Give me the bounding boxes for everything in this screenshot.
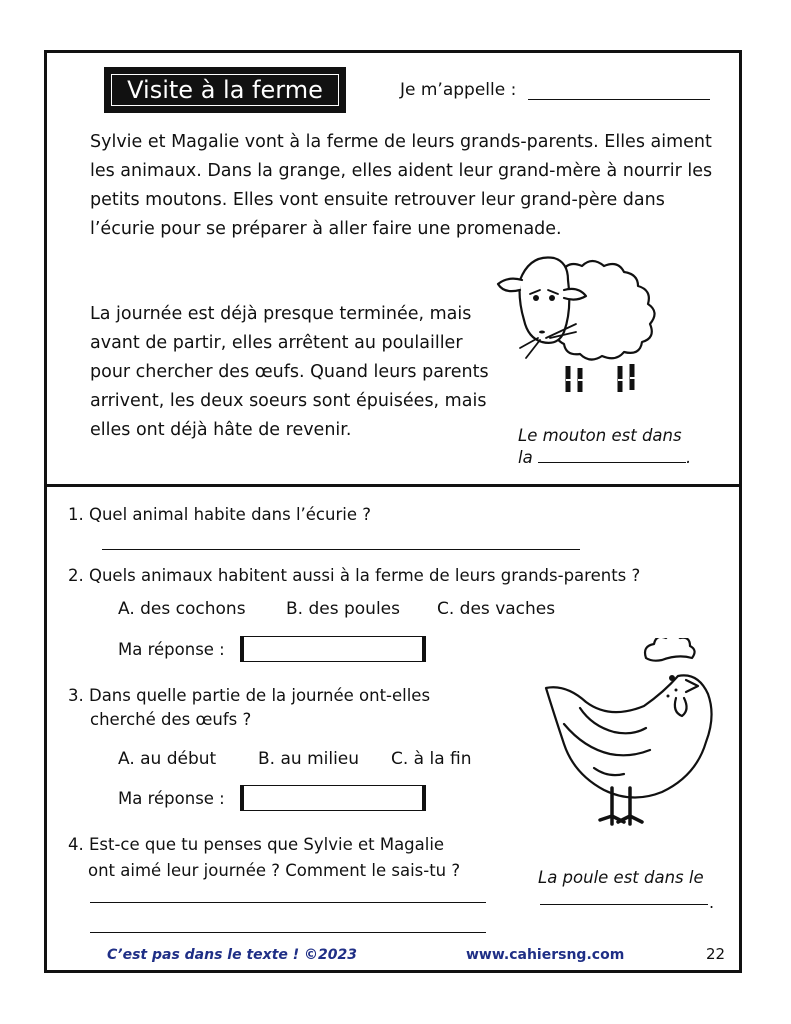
question-1: 1. Quel animal habite dans l’écurie ?	[68, 505, 371, 524]
sheep-caption-line1: Le mouton est dans	[518, 426, 682, 445]
sheep-caption-period: .	[685, 448, 692, 467]
q2-answer-label: Ma réponse :	[118, 640, 225, 659]
section-divider	[44, 484, 742, 487]
answer-line-q4-1[interactable]	[90, 902, 486, 903]
page-title: Visite à la ferme	[111, 74, 339, 106]
name-field[interactable]	[528, 99, 710, 100]
q2-option-a[interactable]: A. des cochons	[118, 599, 246, 619]
hen-illustration	[534, 638, 724, 838]
hen-caption: La poule est dans le	[538, 868, 704, 887]
question-3-line2: cherché des œufs ?	[90, 710, 252, 729]
q2-option-b[interactable]: B. des poules	[286, 599, 400, 619]
question-3-line1: 3. Dans quelle partie de la journée ont-elles	[68, 686, 431, 705]
hen-answer-blank[interactable]	[540, 904, 708, 905]
story-paragraph-2: La journée est déjà presque terminée, mais avant de partir, elles arrêtent au poulailler pour chercher des œufs. Quand leurs parents arrivent, les deux soeurs sont épuisées, mais elles ont déjà hâte de revenir.	[90, 304, 489, 440]
q3-answer-box[interactable]	[240, 785, 426, 811]
hen-caption-period: .	[709, 893, 715, 912]
q3-option-a[interactable]: A. au début	[118, 749, 217, 769]
answer-line-q1[interactable]	[102, 549, 580, 550]
name-label: Je m’appelle :	[400, 80, 517, 100]
sheep-caption	[518, 425, 691, 469]
q3-option-c[interactable]: C. à la fin	[391, 749, 472, 769]
title-banner	[104, 67, 346, 113]
sheep-answer-blank[interactable]	[538, 448, 686, 463]
story-paragraph-1: Sylvie et Magalie vont à la ferme de leurs grands-parents. Elles aiment les animaux. Dans la grange, elles aident leur grand-mère à nourrir les petits moutons. Elles vont ensuite retrouver leur grand-père dans l’écurie pour se préparer à aller faire une promenade.	[90, 132, 713, 239]
footer-credit: C’est pas dans le texte ! ©2023	[107, 947, 357, 963]
answer-line-q4-2[interactable]	[90, 932, 486, 933]
footer-website-link[interactable]: www.cahiersng.com	[466, 947, 625, 963]
q2-option-c[interactable]: C. des vaches	[437, 599, 556, 619]
q3-option-b[interactable]: B. au milieu	[258, 749, 360, 769]
sheep-illustration	[490, 238, 690, 408]
question-4-line2: ont aimé leur journée ? Comment le sais-tu ?	[88, 861, 461, 880]
sheep-caption-prefix: la	[518, 448, 533, 467]
q3-answer-label: Ma réponse :	[118, 789, 225, 808]
question-4-line1: 4. Est-ce que tu penses que Sylvie et Magalie	[68, 835, 445, 854]
page-number: 22	[706, 945, 726, 963]
question-2: 2. Quels animaux habitent aussi à la ferme de leurs grands-parents ?	[68, 566, 641, 585]
q2-answer-box[interactable]	[240, 636, 426, 662]
